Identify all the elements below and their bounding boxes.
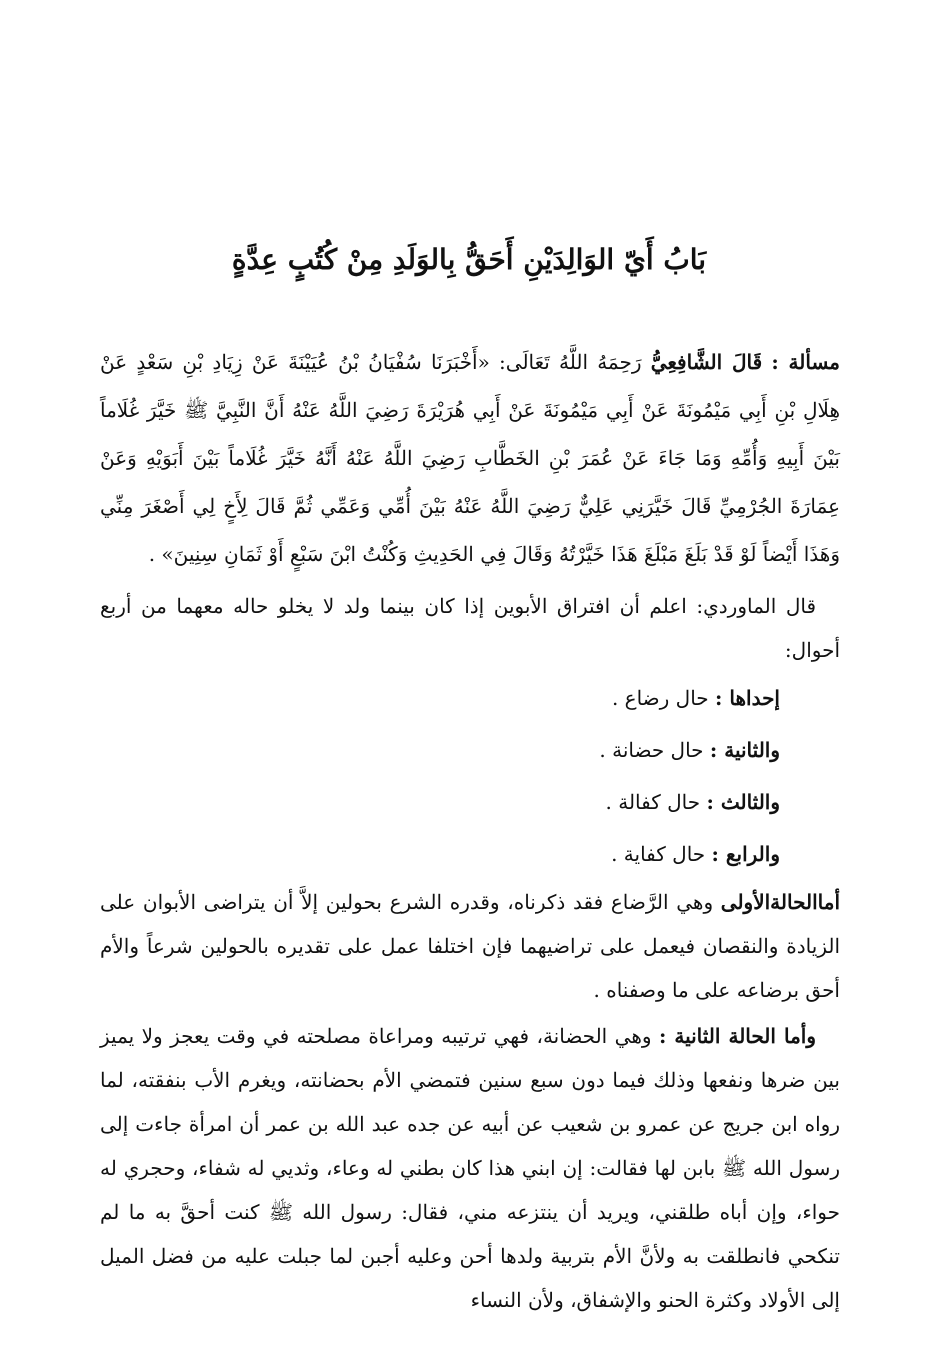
case-item-4 (100, 828, 840, 880)
first-case-label: أماالحالةالأولى (720, 890, 841, 914)
case-item-3 (100, 776, 840, 828)
first-case-text: وهي الرَّضاع فقد ذكرناه، وقدره الشرع بحولين إلاَّ أن يتراضى الأبوان على الزيادة والنقصان فيعمل على تراضيهما فإن اختلفا عمل على تقديره بالحولين شرعاً والأم أحق برضاعه على ما وصفناه . (100, 890, 840, 1002)
second-case-text: وهي الحضانة، فهي ترتيبه ومراعاة مصلحته في وقت يعجز ولا يميز بين ضرها ونفعها وذلك فيما دون سبع سنين فتمضي الأم بحضانته، ويغرم الأب بنفقته، لما رواه ابن جريج عن عمرو بن شعيب عن أبيه عن جده عبد الله بن عمر أن امرأة جاءت إلى رسول الله ﷺ بابن لها فقالت: إن ابني هذا كان بطني له وعاء، وثديي له شفاء، وحجري له حواء، وإن أباه طلقني، ويريد أن ينتزعه مني، فقال: رسول الله ﷺ كنت أحقَّ به ما لم تنكحي فانطلقت به ولأنَّ الأم بتربية ولدها أحن وعليه أجبن لما جبلت عليه من فضل الميل إلى الأولاد وكثرة الحنو والإشفاق، ولأن النساء (100, 1024, 840, 1312)
first-case-paragraph (100, 880, 840, 1012)
case-label: إحداها : (715, 686, 780, 710)
masala-label: مسألة : (771, 350, 840, 374)
second-case-paragraph (100, 1014, 840, 1322)
body-text (100, 338, 840, 1322)
case-text: حال حضانة . (599, 738, 704, 762)
case-text: حال كفالة . (605, 790, 701, 814)
case-text: حال كفاية . (611, 842, 706, 866)
mawardi-paragraph: قال الماوردي: اعلم أن افتراق الأبوين إذا كان بينما ولد لا يخلو حاله معهما من أربع أحوال: (100, 594, 840, 662)
masala-paragraph (100, 338, 840, 578)
case-text: حال رضاع . (611, 686, 709, 710)
case-label: والثالث : (706, 790, 780, 814)
case-item-2 (100, 724, 840, 776)
masala-text: رَحِمَهُ اللَّهُ تَعَالَى: «أَخْبَرَنَا سُفْيَانُ بْنُ عُيَيْنَةَ عَنْ زِيَادِ بْنِ سَعْدٍ عَنْ هِلَالِ بْنِ أَبِي مَيْمُونَةَ عَنْ أَبِي مَيْمُونَةَ عَنْ أَبِي هُرَيْرَةَ رَضِيَ اللَّهُ عَنْهُ أَنَّ النَّبِيَّ ﷺ خَيَّرَ غُلَاماً بَيْنَ أَبِيهِ وَأُمِّهِ وَمَا جَاءَ عَنْ عُمَرَ بْنِ الخَطَّابِ رَضِيَ اللَّهُ عَنْهُ أَنَّهُ خَيَّرَ غُلَاماً بَيْنَ أَبَوَيْهِ وَعَنْ عِمَارَةَ الجُرْمِيِّ قَالَ خَيَّرَنِي عَلِيٌّ رَضِيَ اللَّهُ عَنْهُ بَيْنَ أُمِّي وَعَمِّي ثُمَّ قَالَ لِأَخٍ لِي أَصْغَرَ مِنِّي وَهَذَا أَيْضاً لَوْ قَدْ بَلَغَ مَبْلَغَ هَذَا خَيَّرْتُهُ وَقَالَ فِي الحَدِيثِ وَكُنْتُ ابْنَ سَبْعٍ أَوْ ثَمَانِ سِنِينَ» . (100, 350, 840, 566)
second-case-label: وأما الحالة الثانية : (658, 1024, 816, 1048)
case-label: والرابع : (711, 842, 780, 866)
chapter-title: بَابُ أَيّ الوَالِدَيْنِ أَحَقُّ بِالوَلَدِ مِنْ كُتُبٍ عِدَّةٍ (231, 243, 707, 276)
cases-list (100, 672, 840, 880)
case-item-1 (100, 672, 840, 724)
masala-speaker: قَالَ الشَّافِعِيُّ (650, 350, 763, 374)
case-label: والثانية : (709, 738, 780, 762)
